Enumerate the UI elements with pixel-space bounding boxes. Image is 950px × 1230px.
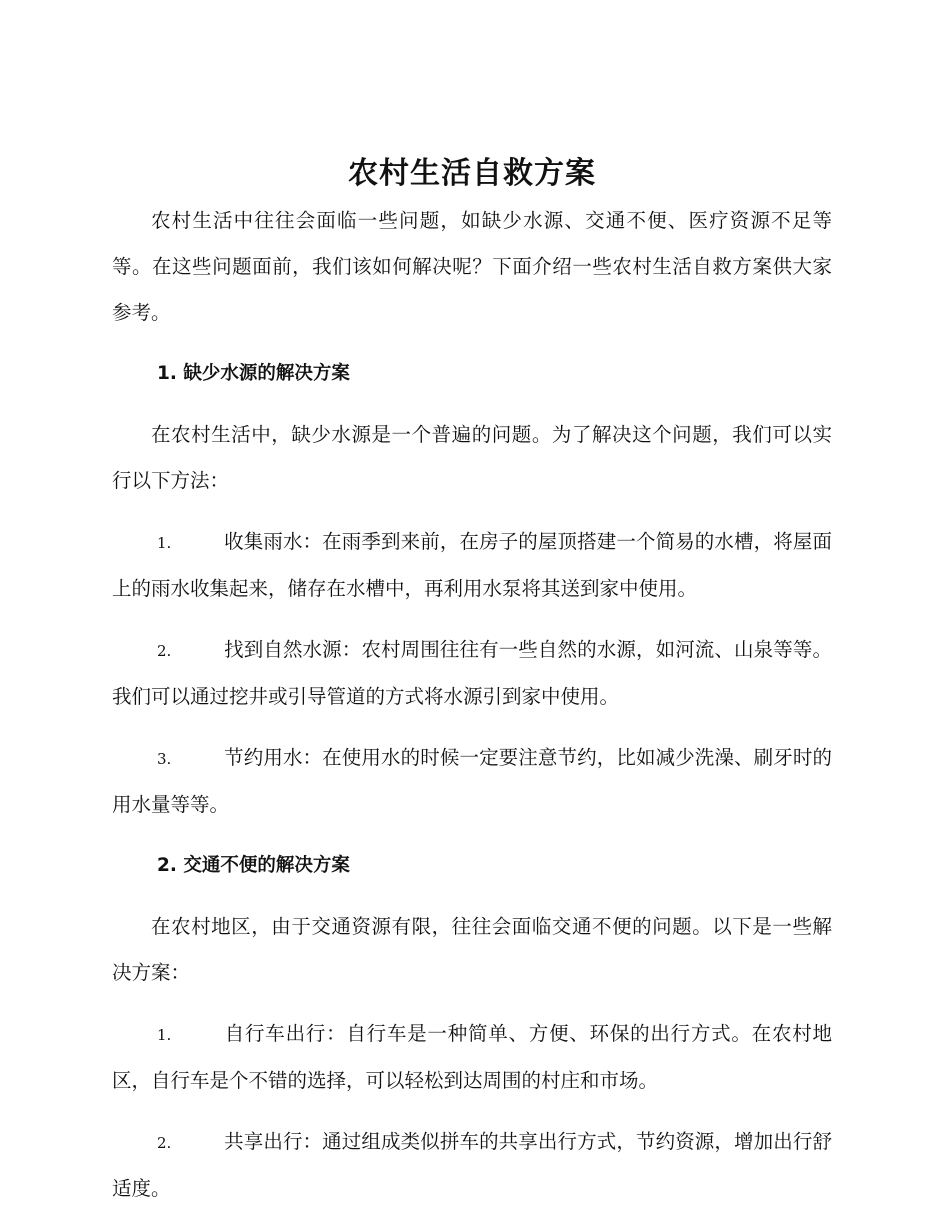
list-item (112, 519, 832, 612)
list-item-text: 找到自然水源：农村周围往往有一些自然的水源，如河流、山泉等等。我们可以通过挖井或引导管道的方式将水源引到家中使用。 (112, 638, 832, 708)
list-item-text: 共享出行：通过组成类似拼车的共享出行方式，节约资源，增加出行舒适度。 (112, 1130, 832, 1200)
section-lead-water: 在农村生活中，缺少水源是一个普遍的问题。为了解决这个问题，我们可以实行以下方法： (112, 423, 832, 492)
list-item-number: 3. (157, 750, 172, 768)
document-title: 农村生活自救方案 (348, 156, 596, 191)
section-heading-water: 1. 缺少水源的解决方案 (157, 363, 350, 384)
list-item (112, 1011, 832, 1104)
list-item-number: 1. (157, 534, 172, 552)
list-item-number: 2. (157, 1134, 172, 1152)
list-item-text: 收集雨水：在雨季到来前，在房子的屋顶搭建一个简易的水槽，将屋面上的雨水收集起来，储存在水槽中，再利用水泵将其送到家中使用。 (112, 530, 832, 600)
list-item-text: 节约用水：在使用水的时候一定要注意节约，比如减少洗澡、刷牙时的用水量等等。 (112, 746, 832, 816)
document-page (112, 150, 832, 1227)
list-item (112, 735, 832, 828)
list-item-number: 2. (157, 642, 172, 660)
intro-paragraph: 农村生活中往往会面临一些问题，如缺少水源、交通不便、医疗资源不足等等。在这些问题面前，我们该如何解决呢？下面介绍一些农村生活自救方案供大家参考。 (112, 209, 832, 324)
list-item-number: 1. (157, 1026, 172, 1044)
list-item (112, 627, 832, 720)
list-item-text: 自行车出行：自行车是一种简单、方便、环保的出行方式。在农村地区，自行车是个不错的选择，可以轻松到达周围的村庄和市场。 (112, 1022, 832, 1092)
section-heading-transport: 2. 交通不便的解决方案 (157, 855, 350, 876)
section-lead-transport: 在农村地区，由于交通资源有限，往往会面临交通不便的问题。以下是一些解决方案： (112, 915, 832, 984)
list-item (112, 1119, 832, 1212)
